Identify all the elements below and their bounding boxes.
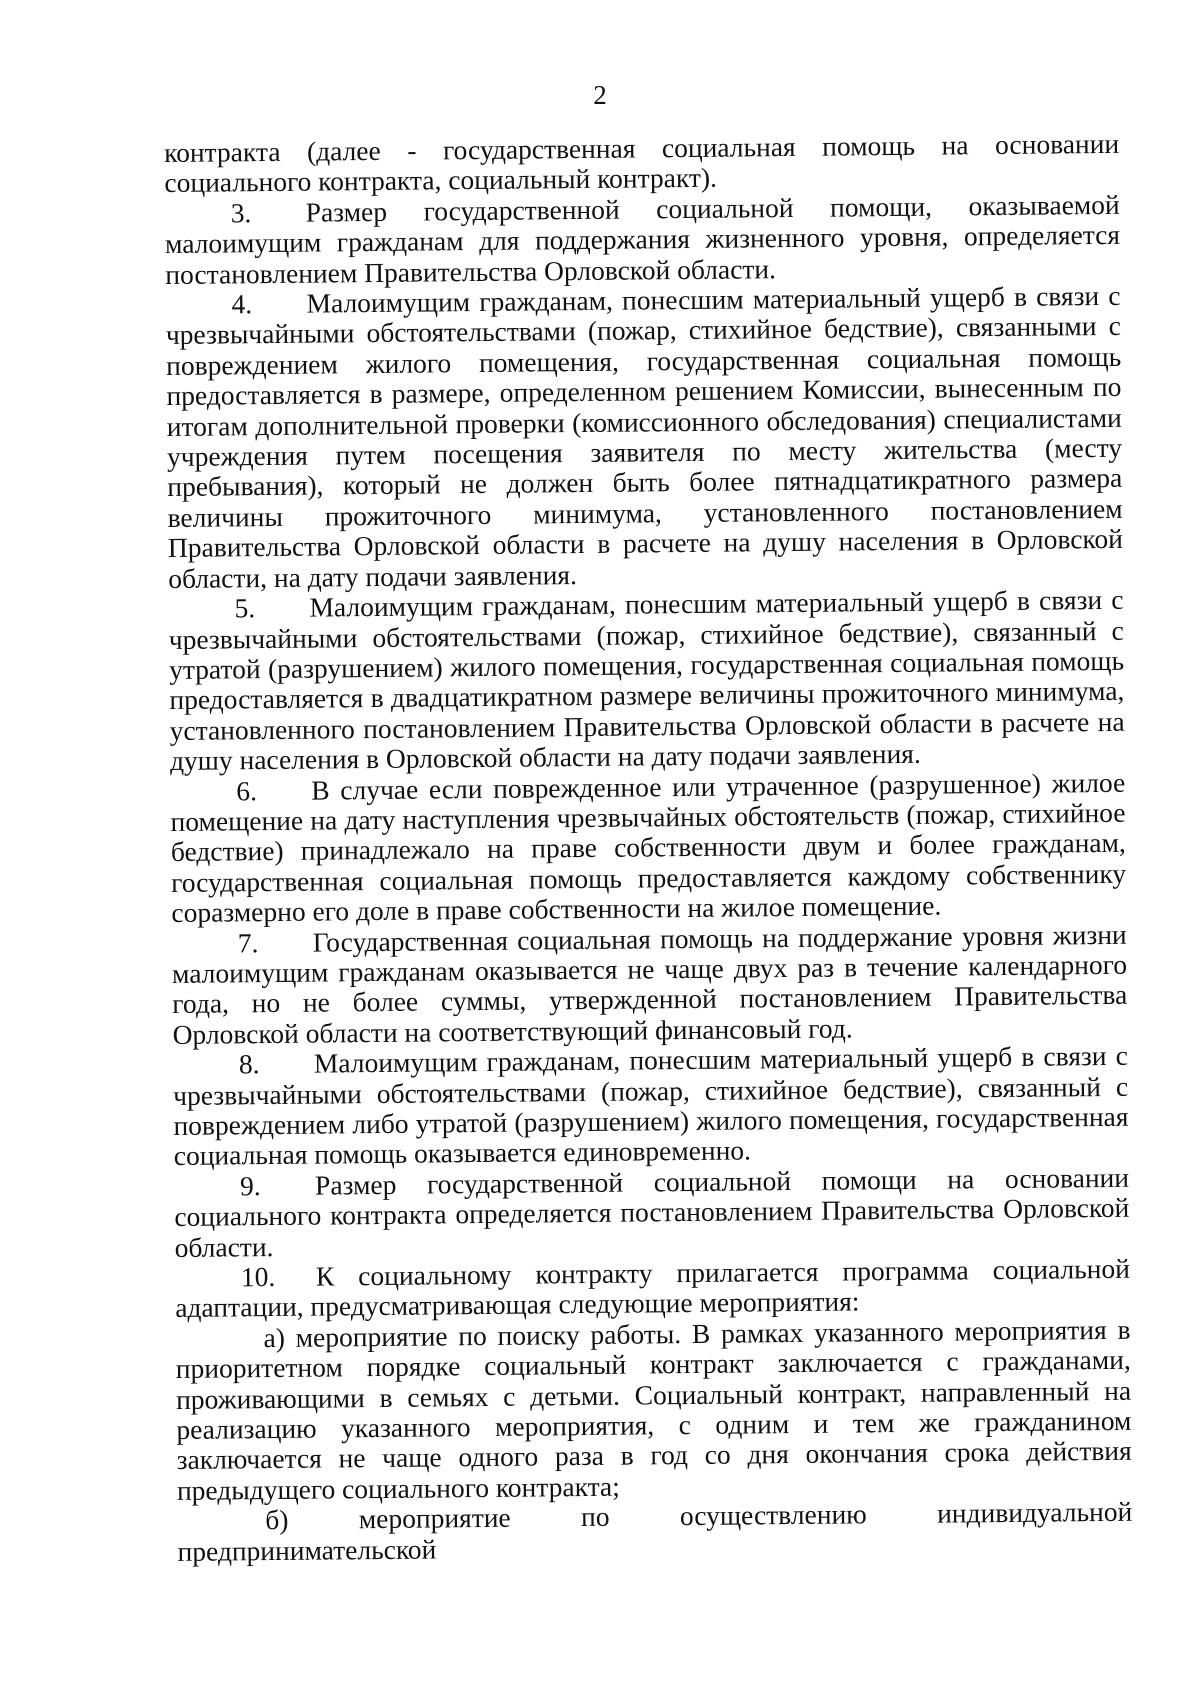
paragraph-number: 9. [239,1169,261,1202]
paragraph-text: Малоимущим гражданам, понесшим материальный ущерб в связи с чрезвычайными обстоятельствами (пожар, стихийное бедствие), связанный с повреждением либо утратой (разрушением) жилого помещения, государственная социальная помощь оказывается единовременно. [173,1039,1129,1172]
paragraph-text: Размер государственной социальной помощи на основании социального контракта определяется постановлением Правительства Орловской области. [174,1161,1130,1263]
paragraph-number: 7. [237,926,259,958]
paragraph-text: б) мероприятие по осуществлению индивидуальной предпринимательской [177,1496,1133,1567]
paragraph-text: К социальному контракту прилагается программа социальной адаптации, предусматривающая следующие мероприятия: [175,1252,1131,1324]
paragraph-text: В случае если поврежденное или утраченное (разрушенное) жилое помещение на дату наступления чрезвычайных обстоятельств (пожар, стихийное бедствие) принадлежало на праве собственности двум и более гражданам, государственная социальная помощь предоставляется каждому собственнику соразмерно его доле в праве собственности на жилое помещение. [170,766,1127,929]
paragraph-item-9 [174,1163,1130,1263]
paragraph-continuation [164,129,1120,199]
paragraph-text: Государственная социальная помощь на поддержание уровня жизни малоимущим гражданам оказывается не чаще двух раз в течение календарного года, но не более суммы, утвержденной постановлением Правительства Орловской области на соответствующий финансовый год. [171,918,1128,1050]
paragraph-item-3 [165,190,1121,290]
document-body [164,129,1133,1567]
subitem-b [177,1497,1133,1567]
paragraph-item-4 [165,281,1123,594]
paragraph-number: 8. [238,1048,260,1080]
paragraph-text: Размер государственной социальной помощи, оказываемой малоимущим гражданам для поддержания жизненного уровня, определяется постановлением Правительства Орловской области. [164,188,1121,290]
paragraph-item-10 [175,1254,1131,1324]
paragraph-number: 4. [231,288,253,320]
paragraph-text: Малоимущим гражданам, понесшим материальный ущерб в связи с чрезвычайными обстоятельствами (пожар, стихийное бедствие), связанный с утратой (разрушением) жилого помещения, государственная социальная помощь предоставляется в двадцатикратном размере величины прожиточного минимума, установленного постановлением Правительства Орловской области в расчете на душу населения в Орловской области на дату подачи заявления. [168,583,1125,777]
page-number: 2 [593,80,607,110]
paragraph-item-7 [172,919,1128,1050]
paragraph-text: а) мероприятие по поиску работы. В рамках указанного мероприятия в приоритетном порядке социальный контракт заключается с гражданами, проживающими в семьях с детьми. Социальный контракт, направленный на реализацию указанного мероприятия, с одним и тем же гражданином заключается не чаще одного раза в год со дня окончания срока действия предыдущего социального контракта; [175,1313,1132,1506]
subitem-a [175,1315,1132,1507]
paragraph-number: 5. [234,592,256,624]
paragraph-item-6 [170,767,1126,928]
paragraph-item-5 [168,585,1125,777]
paragraph-number: 6. [236,774,258,806]
paragraph-item-8 [173,1041,1129,1172]
paragraph-text: Малоимущим гражданам, понесшим материальный ущерб в связи с чрезвычайными обстоятельствами (пожар, стихийное бедствие), связанными с повреждением жилого помещения, государственная социальная помощь предоставляется в размере, определенном решением Комиссии, вынесенным по итогам дополнительной проверки (комиссионного обследования) специалистами учреждения путем посещения заявителя по месту жительства (месту пребывания), который не должен быть более пятнадцатикратного размера величины прожиточного минимума, установленного постановлением Правительства Орловской области в расчете на душу населения в Орловской области, на дату подачи заявления. [165,279,1124,594]
paragraph-number: 3. [230,196,252,229]
paragraph-text: контракта (далее - государственная социальная помощь на основании социального контракта, социальный контракт). [163,127,1120,199]
paragraph-number: 10. [240,1261,276,1293]
